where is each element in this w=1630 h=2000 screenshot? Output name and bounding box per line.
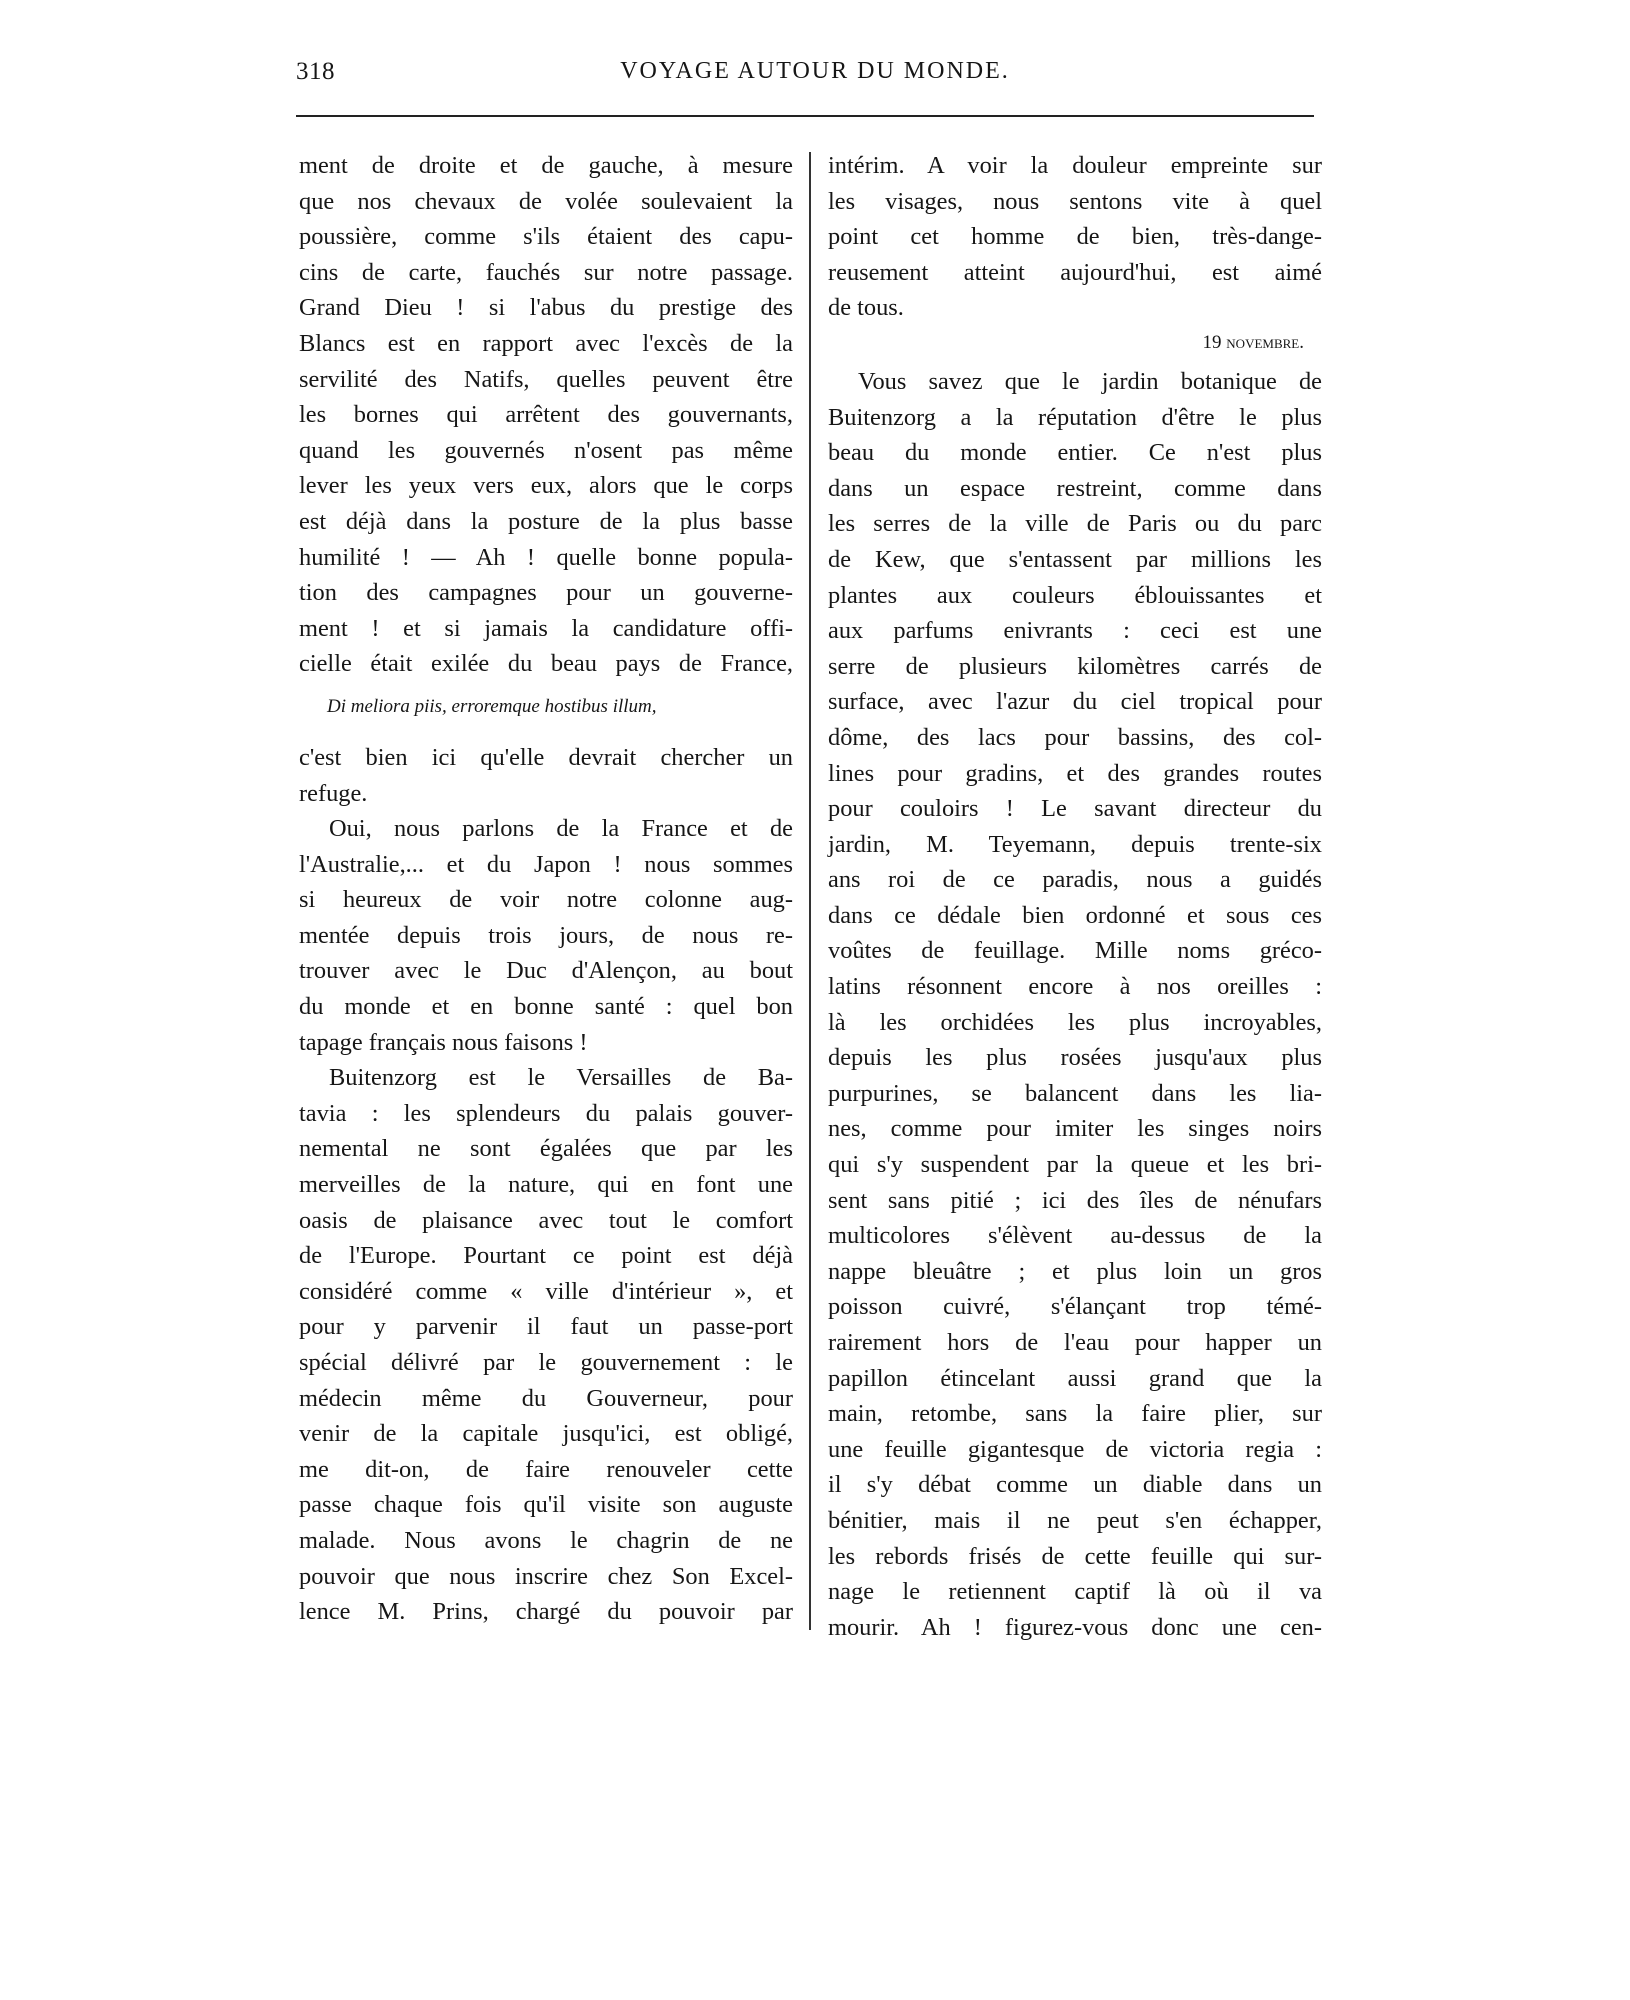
paragraph-jardin	[828, 364, 1322, 1645]
text-line: cielle était exilée du beau pays de France,	[299, 650, 793, 678]
text-line: purpurines, se balancent dans les lia-	[828, 1079, 1322, 1107]
text-line: surface, avec l'azur du ciel tropical pour	[828, 688, 1322, 716]
text-line: tapage français nous faisons !	[299, 1028, 588, 1056]
text-line: passe chaque fois qu'il visite son auguste	[299, 1491, 793, 1519]
text-line: là les orchidées les plus incroyables,	[828, 1008, 1322, 1036]
paragraph-buitenzorg	[299, 1060, 793, 1630]
left-column	[299, 148, 793, 1630]
text-line: ment de droite et de gauche, à mesure	[299, 152, 793, 179]
paragraph-oui	[299, 811, 793, 1060]
latin-verse-quote: Di meliora piis, erroremque hostibus illum,	[327, 695, 657, 717]
text-line: les rebords frisés de cette feuille qui sur-	[828, 1542, 1322, 1570]
text-line: nappe bleuâtre ; et plus loin un gros	[828, 1257, 1322, 1285]
text-line: oasis de plaisance avec tout le comfort	[299, 1206, 793, 1234]
text-line: spécial délivré par le gouvernement : le	[299, 1349, 793, 1376]
paragraph-continued	[299, 148, 793, 682]
text-line: Oui, nous parlons de la France et de	[329, 815, 793, 843]
text-line: sent sans pitié ; ici des îles de nénufars	[828, 1186, 1322, 1214]
page-number: 318	[296, 58, 335, 85]
text-line: reusement atteint aujourd'hui, est aimé	[828, 258, 1322, 286]
text-line: serre de plusieurs kilomètres carrés de	[828, 652, 1322, 680]
text-line: que nos chevaux de volée soulevaient la	[299, 187, 793, 215]
text-line: beau du monde entier. Ce n'est plus	[828, 439, 1322, 467]
text-line: me dit-on, de faire renouveler cette	[299, 1455, 793, 1483]
text-line: qui s'y suspendent par la queue et les bri-	[828, 1151, 1322, 1179]
text-line: pour y parvenir il faut un passe-port	[299, 1313, 793, 1341]
text-line: point cet homme de bien, très-dange-	[828, 223, 1322, 251]
text-line: pouvoir que nous inscrire chez Son Excel-	[299, 1562, 793, 1590]
paragraph-continued-after-verse	[299, 740, 793, 811]
text-line: les serres de la ville de Paris ou du parc	[828, 510, 1322, 538]
text-line: mentée depuis trois jours, de nous re-	[299, 921, 793, 949]
text-line: Blancs est en rapport avec l'excès de la	[299, 329, 793, 357]
text-line: nage le retiennent captif là où il va	[828, 1578, 1322, 1606]
text-line: lence M. Prins, chargé du pouvoir par	[299, 1598, 793, 1626]
text-line: ment ! et si jamais la candidature offi-	[299, 614, 793, 642]
text-line: poisson cuivré, s'élançant trop témé-	[828, 1293, 1322, 1321]
text-line: main, retombe, sans la faire plier, sur	[828, 1400, 1322, 1428]
text-line: nemental ne sont égalées que par les	[299, 1135, 793, 1163]
text-line: de tous.	[828, 294, 904, 322]
text-line: Vous savez que le jardin botanique de	[858, 367, 1322, 395]
text-line: intérim. A voir la douleur empreinte sur	[828, 152, 1322, 179]
text-line: l'Australie,... et du Japon ! nous sommes	[299, 850, 793, 878]
text-line: depuis les plus rosées jusqu'aux plus	[828, 1044, 1322, 1072]
text-line: si heureux de voir notre colonne aug-	[299, 886, 793, 914]
text-line: merveilles de la nature, qui en font une	[299, 1171, 793, 1199]
text-line: médecin même du Gouverneur, pour	[299, 1384, 793, 1412]
text-line: de l'Europe. Pourtant ce point est déjà	[299, 1242, 793, 1270]
text-line: les bornes qui arrêtent des gouvernants,	[299, 401, 793, 429]
text-line: Buitenzorg a la réputation d'être le plus	[828, 403, 1322, 431]
text-line: papillon étincelant aussi grand que la	[828, 1364, 1322, 1392]
text-line: tion des campagnes pour un gouverne-	[299, 579, 793, 607]
text-line: lever les yeux vers eux, alors que le corps	[299, 472, 793, 500]
text-line: trouver avec le Duc d'Alençon, au bout	[299, 957, 793, 985]
text-line: servilité des Natifs, quelles peuvent être	[299, 365, 793, 393]
text-line: poussière, comme s'ils étaient des capu-	[299, 223, 793, 251]
text-line: quand les gouvernés n'osent pas même	[299, 436, 793, 464]
text-line: cins de carte, fauchés sur notre passage.	[299, 258, 793, 286]
right-column	[828, 148, 1322, 1645]
text-line: de Kew, que s'entassent par millions les	[828, 545, 1322, 573]
running-head	[296, 58, 1314, 98]
column-divider	[809, 152, 811, 1630]
text-line: aux parfums enivrants : ceci est une	[828, 617, 1322, 645]
text-line: les visages, nous sentons vite à quel	[828, 187, 1322, 215]
text-line: rairement hors de l'eau pour happer un	[828, 1329, 1322, 1356]
dateline: 19 novembre.	[1202, 331, 1304, 353]
text-line: dans ce dédale bien ordonné et sous ces	[828, 901, 1322, 929]
text-line: venir de la capitale jusqu'ici, est obligé,	[299, 1420, 793, 1448]
text-line: dôme, des lacs pour bassins, des col-	[828, 723, 1322, 751]
text-line: voûtes de feuillage. Mille noms gréco-	[828, 937, 1322, 965]
paragraph-interim	[828, 148, 1322, 326]
text-line: ans roi de ce paradis, nous a guidés	[828, 866, 1322, 894]
running-title: VOYAGE AUTOUR DU MONDE.	[620, 58, 1010, 84]
header-rule	[296, 115, 1314, 117]
text-line: Buitenzorg est le Versailles de Ba-	[329, 1064, 793, 1092]
text-line: il s'y débat comme un diable dans un	[828, 1471, 1322, 1499]
text-line: malade. Nous avons le chagrin de ne	[299, 1526, 793, 1554]
text-line: Grand Dieu ! si l'abus du prestige des	[299, 294, 793, 322]
text-line: nes, comme pour imiter les singes noirs	[828, 1115, 1322, 1143]
text-line: refuge.	[299, 779, 368, 807]
text-line: mourir. Ah ! figurez-vous donc une cen-	[828, 1613, 1322, 1641]
text-line: est déjà dans la posture de la plus basse	[299, 507, 793, 535]
text-line: lines pour gradins, et des grandes routes	[828, 759, 1322, 787]
text-line: bénitier, mais il ne peut s'en échapper,	[828, 1506, 1322, 1534]
text-line: du monde et en bonne santé : quel bon	[299, 993, 793, 1021]
text-line: c'est bien ici qu'elle devrait chercher un	[299, 743, 793, 771]
text-line: latins résonnent encore à nos oreilles :	[828, 973, 1322, 1001]
text-line: tavia : les splendeurs du palais gouver-	[299, 1099, 793, 1127]
text-line: plantes aux couleurs éblouissantes et	[828, 581, 1322, 609]
text-line: dans un espace restreint, comme dans	[828, 474, 1322, 502]
text-line: jardin, M. Teyemann, depuis trente-six	[828, 830, 1322, 858]
text-line: pour couloirs ! Le savant directeur du	[828, 795, 1322, 823]
text-line: considéré comme « ville d'intérieur », et	[299, 1277, 793, 1305]
text-line: humilité ! — Ah ! quelle bonne popula-	[299, 543, 793, 571]
text-line: multicolores s'élèvent au-dessus de la	[828, 1222, 1322, 1250]
text-line: une feuille gigantesque de victoria regia :	[828, 1435, 1322, 1463]
